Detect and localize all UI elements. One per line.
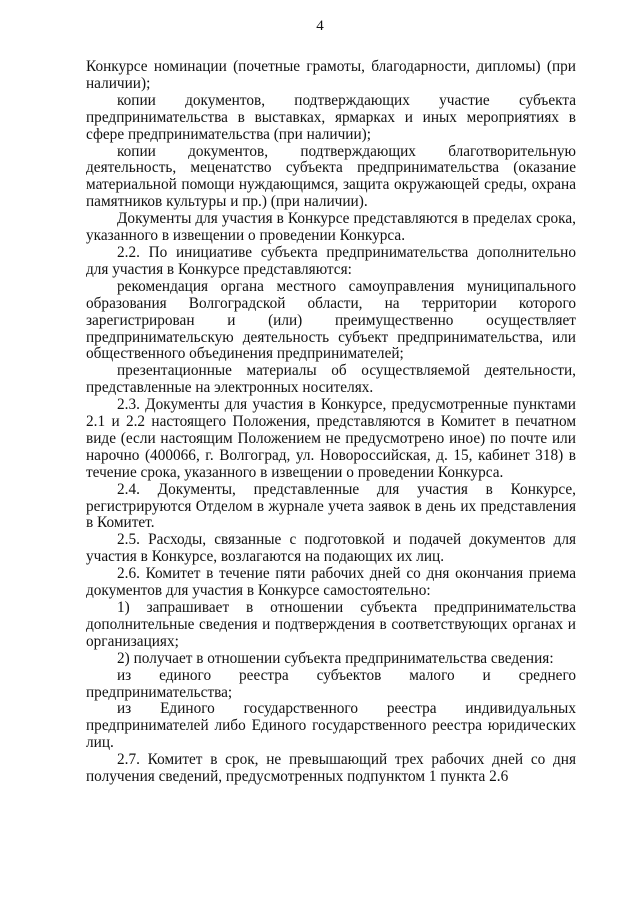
- paragraph: из Единого государственного реестра индивидуальных предпринимателей либо Единого государственного реестра юридических лиц.: [86, 700, 576, 752]
- paragraph: 2.3. Документы для участия в Конкурсе, предусмотренные пунктами 2.1 и 2.2 настоящего Положения, представляются в Комитет в печатном виде (если настоящим Положением не предусмотрено иное) по почте или нарочно (400066, г. Волгоград, ул. Новороссийская, д. 15, кабинет 318) в течение срока, указанного в извещении о проведении Конкурса.: [86, 396, 576, 481]
- page-number: 4: [316, 18, 324, 34]
- paragraph: копии документов, подтверждающих участие субъекта предпринимательства в выставках, ярмарках и иных мероприятиях в сфере предпринимательства (при наличии);: [86, 91, 576, 143]
- paragraph: Документы для участия в Конкурсе представляются в пределах срока, указанного в извещении о проведении Конкурса.: [86, 210, 576, 245]
- paragraph: 2) получает в отношении субъекта предпринимательства сведения:: [117, 649, 554, 667]
- paragraph: Конкурсе номинации (почетные грамоты, благодарности, дипломы) (при наличии);: [86, 58, 576, 92]
- paragraph: 2.7. Комитет в срок, не превышающий трех рабочих дней со дня получения сведений, предусмотренных подпунктом 1 пункта 2.6: [86, 751, 576, 786]
- paragraph: 2.4. Документы, представленные для участия в Конкурсе, регистрируются Отделом в журнале учета заявок в день их представления в Комитет.: [86, 480, 576, 532]
- paragraph: презентационные материалы об осуществляемой деятельности, представленные на электронных носителях.: [86, 362, 576, 397]
- paragraph: рекомендация органа местного самоуправления муниципального образования Волгоградской области, на территории которого зарегистрирован и (или) преимущественно осуществляет предпринимательскую деятельность субъект предпринимательства, или общественного объединения предпринимателей;: [86, 277, 576, 363]
- paragraph: копии документов, подтверждающих благотворительную деятельность, меценатство субъекта предпринимательства (оказание материальной помощи нуждающимся, защита окружающей среды, охрана памятников культуры и пр.) (при наличии).: [86, 142, 576, 211]
- document-body: [86, 59, 576, 786]
- paragraph: из единого реестра субъектов малого и среднего предпринимательства;: [86, 666, 576, 701]
- paragraph: 2.2. По инициативе субъекта предпринимательства дополнительно для участия в Конкурсе представляются:: [86, 243, 576, 278]
- paragraph: 2.5. Расходы, связанные с подготовкой и подачей документов для участия в Конкурсе, возлагаются на подающих их лиц.: [86, 531, 576, 566]
- paragraph: 1) запрашивает в отношении субъекта предпринимательства дополнительные сведения и подтверждения в соответствующих органах и организациях;: [86, 599, 576, 650]
- paragraph: 2.6. Комитет в течение пяти рабочих дней со дня окончания приема документов для участия в Конкурсе самостоятельно:: [86, 565, 576, 600]
